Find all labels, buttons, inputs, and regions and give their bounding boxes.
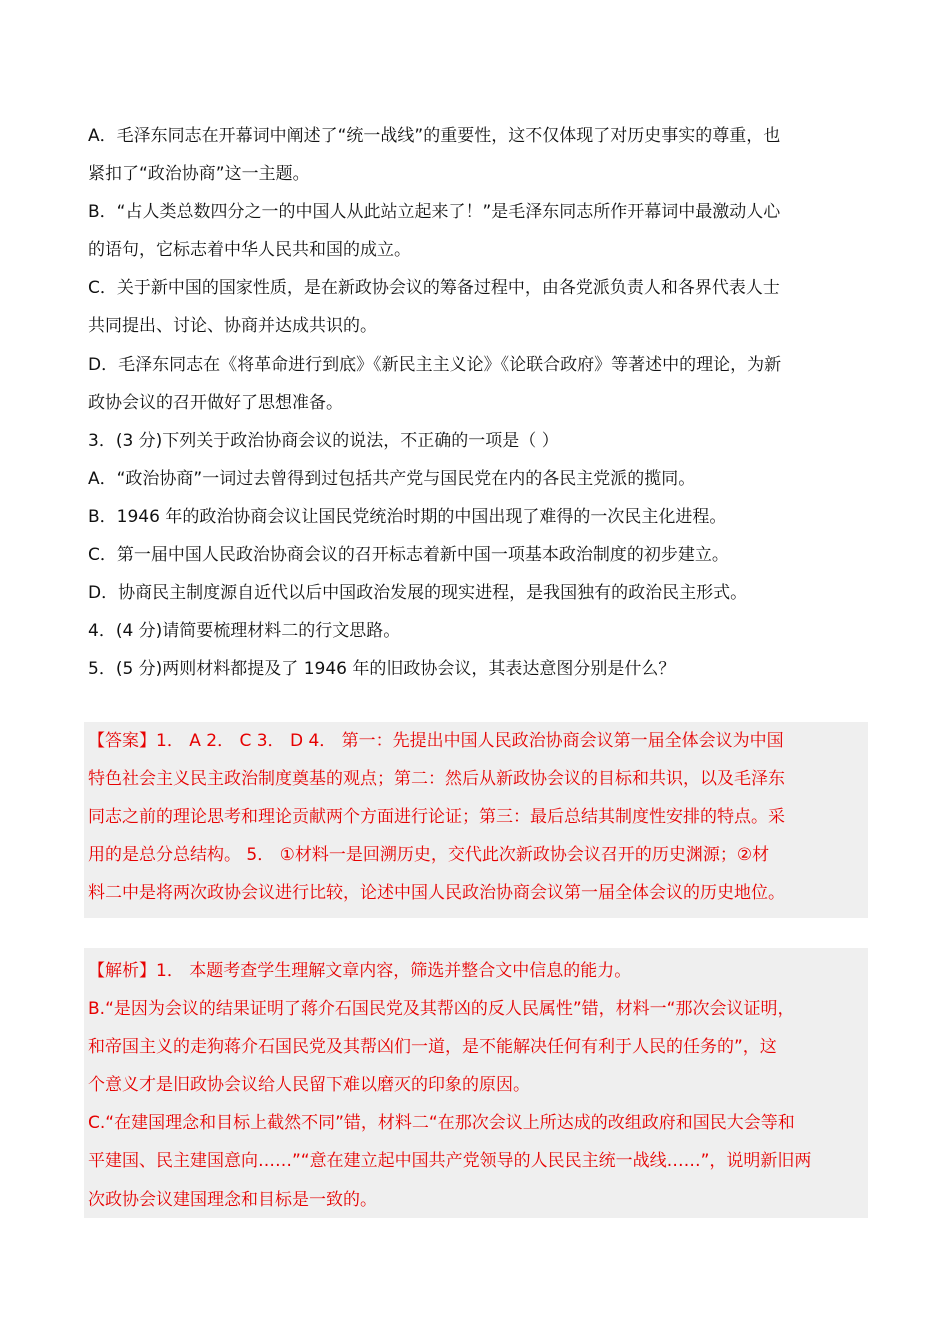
analysis-line: 个意义才是旧政协会议给人民留下难以磨灭的印象的原因。 [88,1075,530,1096]
question-line: A．“政治协商”一词过去曾得到过包括共产党与国民党在内的各民主党派的揽同。 [88,468,696,489]
question-line: 4．(4 分)请简要梳理材料二的行文思路。 [88,621,401,642]
question-line: 共同提出、讨论、协商并达成共识的。 [88,316,377,337]
analysis-line: 平建国、民主建国意向……”“意在建立起中国共产党领导的人民民主统一战线……”，说明新旧两 [88,1151,812,1172]
analysis-line: C.“在建国理念和目标上截然不同”错，材料二“在那次会议上所达成的改组政府和国民大会等和 [88,1113,795,1134]
answer-line: 【答案】1． A 2． C 3． D 4． 第一：先提出中国人民政治协商会议第一届全体会议为中国 [88,731,784,751]
answer-line: 同志之前的理论思考和理论贡献两个方面进行论证；第三：最后总结其制度性安排的特点。采 [88,807,785,828]
question-line: C．第一届中国人民政治协商会议的召开标志着新中国一项基本政治制度的初步建立。 [88,545,729,566]
analysis-line: 次政协会议建国理念和目标是一致的。 [88,1189,377,1210]
analysis-line: B.“是因为会议的结果证明了蒋介石国民党及其帮凶的反人民属性”错，材料一“那次会议证明， [88,999,795,1020]
question-line: B．“占人类总数四分之一的中国人从此站立起来了！”是毛泽东同志所作开幕词中最激动人心 [88,202,781,223]
question-line: D．协商民主制度源自近代以后中国政治发展的现实进程，是我国独有的政治民主形式。 [88,583,748,604]
question-line: B．1946 年的政治协商会议让国民党统治时期的中国出现了难得的一次民主化进程。 [88,506,727,527]
question-line: 紧扣了“政治协商”这一主题。 [88,164,310,185]
question-line: C．关于新中国的国家性质，是在新政协会议的筹备过程中，由各党派负责人和各界代表人士 [88,278,780,299]
analysis-line: 和帝国主义的走狗蒋介石国民党及其帮凶们一道，是不能解决任何有利于人民的任务的”，这 [88,1037,777,1058]
question-line: D．毛泽东同志在《将革命进行到底》《新民主主义论》《论联合政府》等著述中的理论，为新 [88,354,782,375]
question-line: 政协会议的召开做好了思想准备。 [88,392,343,413]
question-line: 的语句，它标志着中华人民共和国的成立。 [88,240,411,261]
question-line: 5．(5 分)两则材料都提及了 1946 年的旧政协会议，其表达意图分别是什么？ [88,659,676,680]
question-line: 3．(3 分)下列关于政治协商会议的说法，不正确的一项是（ ） [88,430,559,451]
answer-line: 特色社会主义民主政治制度奠基的观点；第二：然后从新政协会议的目标和共识，以及毛泽东 [88,769,785,790]
answer-line: 用的是总分总结构。 5． ①材料一是回溯历史，交代此次新政协会议召开的历史渊源；②材 [88,845,770,866]
analysis-line: 【解析】1． 本题考查学生理解文章内容，筛选并整合文中信息的能力。 [88,961,632,981]
answer-section [88,722,878,912]
answer-line: 料二中是将两次政协会议进行比较，论述中国人民政治协商会议第一届全体会议的历史地位。 [88,883,785,904]
analysis-section [88,952,878,1219]
question-section [88,117,868,688]
question-line: A．毛泽东同志在开幕词中阐述了“统一战线”的重要性，这不仅体现了对历史事实的尊重，也 [88,126,781,146]
